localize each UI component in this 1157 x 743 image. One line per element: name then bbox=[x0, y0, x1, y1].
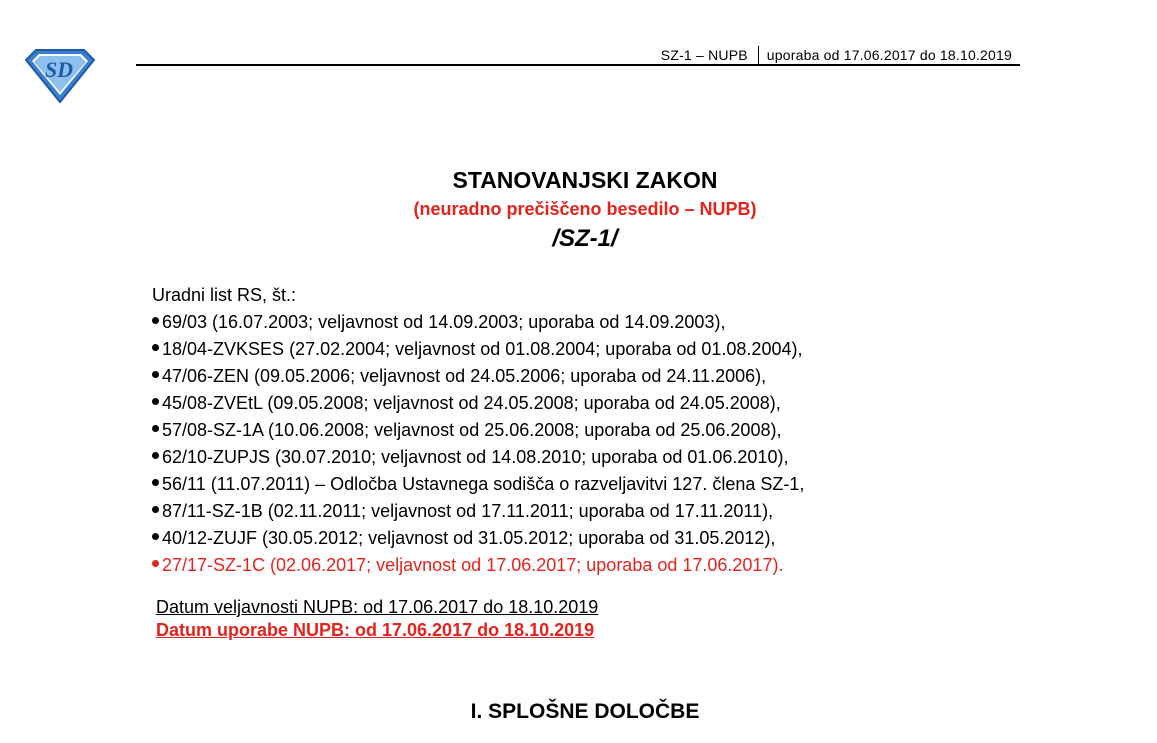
gazette-entry-text: 57/08-SZ-1A (10.06.2008; veljavnost od 25.06.2008; uporaba od 25.06.2008), bbox=[162, 420, 782, 440]
law-subtitle: (neuradno prečiščeno besedilo – NUPB) bbox=[413, 199, 757, 219]
bullet-icon bbox=[152, 317, 159, 324]
gazette-entry-text: 27/17-SZ-1C (02.06.2017; veljavnost od 17.06.2017; uporaba od 17.06.2017). bbox=[162, 555, 784, 575]
bullet-icon bbox=[152, 425, 159, 432]
gazette-entry bbox=[152, 552, 804, 579]
header-separator bbox=[758, 46, 759, 64]
gazette-list bbox=[152, 282, 804, 579]
gazette-entries bbox=[152, 309, 804, 579]
sd-logo-icon bbox=[22, 46, 96, 104]
gazette-entry-text: 56/11 (11.07.2011) – Odločba Ustavnega sodišča o razveljavitvi 127. člena SZ-1, bbox=[162, 474, 805, 494]
section-heading: I. SPLOŠNE DOLOČBE bbox=[470, 700, 700, 723]
nupb-dates bbox=[156, 596, 598, 642]
bullet-icon bbox=[152, 533, 159, 540]
gazette-entry-text: 47/06-ZEN (09.05.2006; veljavnost od 24.05.2006; uporaba od 24.11.2006), bbox=[162, 366, 767, 386]
gazette-entry-text: 62/10-ZUPJS (30.07.2010; veljavnost od 14.08.2010; uporaba od 01.06.2010), bbox=[162, 447, 789, 467]
gazette-entry bbox=[152, 309, 804, 336]
gazette-intro: Uradni list RS, št.: bbox=[152, 285, 297, 305]
bullet-icon bbox=[152, 398, 159, 405]
gazette-entry bbox=[152, 363, 804, 390]
gazette-entry bbox=[152, 525, 804, 552]
gazette-entry bbox=[152, 336, 804, 363]
gazette-entry-text: 87/11-SZ-1B (02.11.2011; veljavnost od 17.11.2011; uporaba od 17.11.2011), bbox=[162, 501, 774, 521]
gazette-entry-text: 45/08-ZVEtL (09.05.2008; veljavnost od 24.05.2008; uporaba od 24.05.2008), bbox=[162, 393, 781, 413]
header-text bbox=[661, 46, 1012, 64]
gazette-entry bbox=[152, 390, 804, 417]
header-usage: uporaba od 17.06.2017 do 18.10.2019 bbox=[766, 47, 1012, 63]
svg-text:SD: SD bbox=[44, 57, 74, 82]
gazette-entry-text: 69/03 (16.07.2003; veljavnost od 14.09.2003; uporaba od 14.09.2003), bbox=[162, 312, 726, 332]
bullet-icon bbox=[152, 452, 159, 459]
usage-date: Datum uporabe NUPB: od 17.06.2017 do 18.10.2019 bbox=[156, 620, 595, 640]
bullet-icon bbox=[152, 371, 159, 378]
bullet-icon bbox=[152, 344, 159, 351]
gazette-entry bbox=[152, 471, 804, 498]
gazette-entry bbox=[152, 417, 804, 444]
validity-date: Datum veljavnosti NUPB: od 17.06.2017 do 18.10.2019 bbox=[156, 597, 599, 617]
header-code: SZ-1 – NUPB bbox=[660, 47, 748, 63]
page-header bbox=[136, 44, 1020, 66]
gazette-entry bbox=[152, 444, 804, 471]
bullet-icon bbox=[152, 479, 159, 486]
bullet-icon bbox=[152, 506, 159, 513]
law-abbreviation: /SZ-1/ bbox=[552, 225, 618, 252]
gazette-entry-text: 40/12-ZUJF (30.05.2012; veljavnost od 31.05.2012; uporaba od 31.05.2012), bbox=[162, 528, 776, 548]
bullet-icon bbox=[152, 560, 159, 567]
gazette-entry-text: 18/04-ZVKSES (27.02.2004; veljavnost od 01.08.2004; uporaba od 01.08.2004), bbox=[162, 339, 803, 359]
gazette-entry bbox=[152, 498, 804, 525]
law-title: STANOVANJSKI ZAKON bbox=[452, 167, 718, 193]
